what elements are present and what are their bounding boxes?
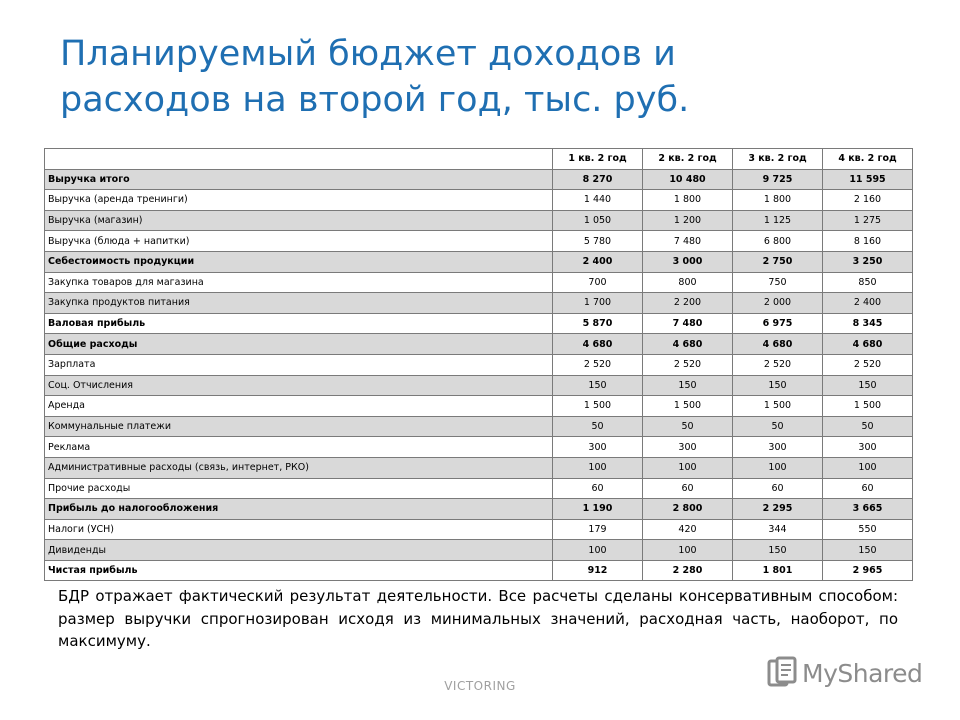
- row-value-q4: 8 160: [823, 231, 913, 252]
- row-value-q4: 1 500: [823, 396, 913, 417]
- row-label: Коммунальные платежи: [45, 416, 553, 437]
- row-label: Выручка (аренда тренинги): [45, 190, 553, 211]
- row-value-q3: 344: [733, 519, 823, 540]
- row-value-q3: 750: [733, 272, 823, 293]
- row-value-q3: 300: [733, 437, 823, 458]
- row-label: Аренда: [45, 396, 553, 417]
- row-value-q3: 1 800: [733, 190, 823, 211]
- row-value-q1: 300: [553, 437, 643, 458]
- table-row: [45, 437, 913, 458]
- row-value-q4: 2 160: [823, 190, 913, 211]
- row-value-q4: 2 400: [823, 293, 913, 314]
- row-value-q1: 150: [553, 375, 643, 396]
- row-value-q1: 4 680: [553, 334, 643, 355]
- header-cell-q4: 4 кв. 2 год: [823, 149, 913, 170]
- row-value-q1: 179: [553, 519, 643, 540]
- footer-text: VICTORING: [444, 679, 516, 693]
- row-value-q3: 2 000: [733, 293, 823, 314]
- row-value-q2: 1 200: [643, 210, 733, 231]
- row-label: Соц. Отчисления: [45, 375, 553, 396]
- slide-title: [60, 32, 880, 123]
- row-value-q2: 7 480: [643, 313, 733, 334]
- row-label: Валовая прибыль: [45, 313, 553, 334]
- row-value-q1: 912: [553, 560, 643, 581]
- row-value-q4: 11 595: [823, 169, 913, 190]
- row-value-q4: 150: [823, 540, 913, 561]
- table-row: [45, 169, 913, 190]
- row-value-q3: 60: [733, 478, 823, 499]
- row-label: Закупка продуктов питания: [45, 293, 553, 314]
- row-label: Прочие расходы: [45, 478, 553, 499]
- slide-title-line-2: расходов на второй год, тыс. руб.: [60, 79, 690, 120]
- row-value-q2: 800: [643, 272, 733, 293]
- row-value-q4: 300: [823, 437, 913, 458]
- row-value-q3: 50: [733, 416, 823, 437]
- row-label: Чистая прибыль: [45, 560, 553, 581]
- table-row: [45, 272, 913, 293]
- row-value-q1: 1 190: [553, 499, 643, 520]
- table-row: [45, 457, 913, 478]
- row-label: Административные расходы (связь, интернет, РКО): [45, 457, 553, 478]
- row-value-q1: 5 780: [553, 231, 643, 252]
- row-value-q2: 2 280: [643, 560, 733, 581]
- row-value-q3: 2 750: [733, 251, 823, 272]
- table-row: [45, 293, 913, 314]
- row-value-q3: 1 125: [733, 210, 823, 231]
- row-value-q2: 3 000: [643, 251, 733, 272]
- table-header-row: [45, 149, 913, 170]
- row-label: Зарплата: [45, 354, 553, 375]
- row-value-q3: 9 725: [733, 169, 823, 190]
- row-label: Выручка (магазин): [45, 210, 553, 231]
- row-value-q4: 1 275: [823, 210, 913, 231]
- row-value-q2: 2 200: [643, 293, 733, 314]
- row-value-q1: 2 520: [553, 354, 643, 375]
- table-row: [45, 375, 913, 396]
- myshared-logo-icon: [766, 656, 800, 690]
- table-row: [45, 334, 913, 355]
- table-row: [45, 313, 913, 334]
- row-value-q1: 1 700: [553, 293, 643, 314]
- row-label: Реклама: [45, 437, 553, 458]
- row-label: Выручка итого: [45, 169, 553, 190]
- row-label: Закупка товаров для магазина: [45, 272, 553, 293]
- row-value-q4: 3 250: [823, 251, 913, 272]
- row-value-q3: 2 520: [733, 354, 823, 375]
- row-value-q3: 150: [733, 540, 823, 561]
- row-value-q2: 50: [643, 416, 733, 437]
- row-value-q4: 100: [823, 457, 913, 478]
- row-value-q1: 1 440: [553, 190, 643, 211]
- budget-table: [44, 148, 913, 581]
- row-value-q4: 8 345: [823, 313, 913, 334]
- row-label: Прибыль до налогообложения: [45, 499, 553, 520]
- row-value-q2: 1 500: [643, 396, 733, 417]
- row-label: Дивиденды: [45, 540, 553, 561]
- header-cell-q2: 2 кв. 2 год: [643, 149, 733, 170]
- row-value-q4: 3 665: [823, 499, 913, 520]
- row-value-q2: 300: [643, 437, 733, 458]
- table-row: [45, 231, 913, 252]
- table-body: [45, 169, 913, 581]
- row-value-q1: 2 400: [553, 251, 643, 272]
- row-label: Выручка (блюда + напитки): [45, 231, 553, 252]
- row-value-q3: 100: [733, 457, 823, 478]
- row-value-q3: 4 680: [733, 334, 823, 355]
- table-row: [45, 560, 913, 581]
- myshared-logo-text: MyShared: [802, 658, 923, 688]
- row-value-q4: 2 965: [823, 560, 913, 581]
- table-row: [45, 210, 913, 231]
- table-row: [45, 251, 913, 272]
- row-value-q4: 2 520: [823, 354, 913, 375]
- row-value-q2: 100: [643, 457, 733, 478]
- row-value-q3: 1 801: [733, 560, 823, 581]
- myshared-logo[interactable]: [766, 656, 922, 690]
- row-value-q2: 2 800: [643, 499, 733, 520]
- row-value-q2: 4 680: [643, 334, 733, 355]
- row-value-q3: 6 800: [733, 231, 823, 252]
- row-value-q2: 100: [643, 540, 733, 561]
- header-cell-q1: 1 кв. 2 год: [553, 149, 643, 170]
- header-cell-label: [45, 149, 553, 170]
- header-cell-q3: 3 кв. 2 год: [733, 149, 823, 170]
- row-value-q1: 100: [553, 457, 643, 478]
- row-value-q1: 60: [553, 478, 643, 499]
- row-value-q2: 1 800: [643, 190, 733, 211]
- row-value-q1: 1 050: [553, 210, 643, 231]
- row-value-q3: 1 500: [733, 396, 823, 417]
- row-value-q2: 10 480: [643, 169, 733, 190]
- row-value-q1: 700: [553, 272, 643, 293]
- row-value-q1: 100: [553, 540, 643, 561]
- slide-title-line-1: Планируемый бюджет доходов и: [60, 34, 676, 74]
- row-value-q4: 850: [823, 272, 913, 293]
- row-value-q2: 420: [643, 519, 733, 540]
- row-value-q3: 6 975: [733, 313, 823, 334]
- table-row: [45, 190, 913, 211]
- row-value-q1: 8 270: [553, 169, 643, 190]
- row-label: Себестоимость продукции: [45, 251, 553, 272]
- row-value-q4: 150: [823, 375, 913, 396]
- row-value-q3: 2 295: [733, 499, 823, 520]
- table-row: [45, 416, 913, 437]
- row-value-q4: 60: [823, 478, 913, 499]
- table-row: [45, 354, 913, 375]
- description-text: БДР отражает фактический результат деятельности. Все расчеты сделаны консервативным способом: размер выручки спрогнозирован исходя из минимальных значений, расходная часть, наоборот, по максимуму.: [58, 587, 898, 650]
- row-value-q4: 550: [823, 519, 913, 540]
- row-label: Общие расходы: [45, 334, 553, 355]
- row-value-q1: 50: [553, 416, 643, 437]
- row-value-q3: 150: [733, 375, 823, 396]
- row-value-q1: 1 500: [553, 396, 643, 417]
- row-value-q2: 2 520: [643, 354, 733, 375]
- table-row: [45, 478, 913, 499]
- row-value-q2: 150: [643, 375, 733, 396]
- row-value-q2: 60: [643, 478, 733, 499]
- row-value-q1: 5 870: [553, 313, 643, 334]
- table-row: [45, 519, 913, 540]
- row-value-q4: 4 680: [823, 334, 913, 355]
- table-row: [45, 499, 913, 520]
- table-row: [45, 396, 913, 417]
- row-value-q2: 7 480: [643, 231, 733, 252]
- row-label: Налоги (УСН): [45, 519, 553, 540]
- table-row: [45, 540, 913, 561]
- row-value-q4: 50: [823, 416, 913, 437]
